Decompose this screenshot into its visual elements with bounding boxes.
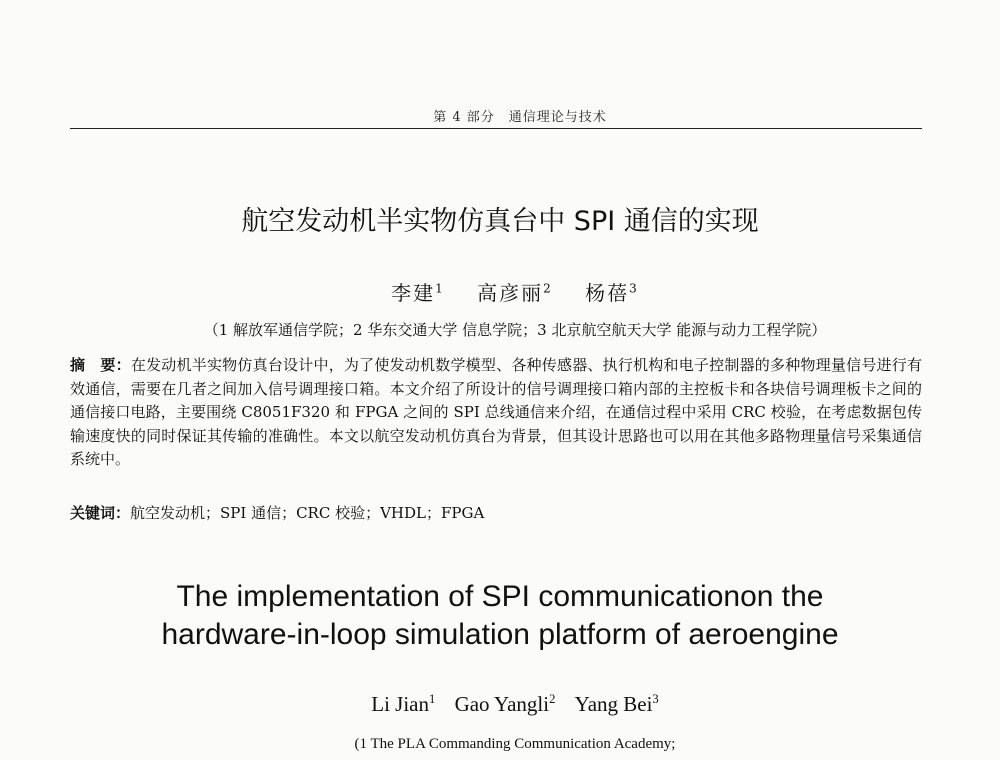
author-en-affil-mark: 3: [652, 692, 659, 706]
author-cn-name: 李建: [391, 281, 436, 305]
paper-title-cn: 航空发动机半实物仿真台中 SPI 通信的实现: [241, 206, 759, 237]
author-en: [575, 692, 659, 716]
author-cn: [585, 281, 639, 305]
author-en: [455, 692, 556, 716]
author-cn: [477, 281, 553, 305]
authors-cn: [0, 277, 1000, 306]
authors-en: [0, 692, 1000, 717]
running-header: 第 4 部分 通信理论与技术: [433, 110, 607, 125]
paper-title-en-line1: The implementation of SPI communicationon the: [176, 580, 824, 613]
header-rule: [70, 128, 922, 129]
author-cn: [391, 281, 445, 305]
author-en-name: Yang Bei: [574, 692, 653, 716]
keywords-label: 关键词：: [70, 504, 131, 522]
author-en-affil-mark: 2: [549, 692, 556, 706]
author-en-name: Li Jian: [371, 692, 430, 716]
affiliations-cn: （1 解放军通信学院；2 华东交通大学 信息学院；3 北京航空航天大学 能源与动力工程学院）: [203, 321, 827, 339]
author-cn-affil-mark: 3: [629, 281, 639, 296]
keywords-text: 航空发动机；SPI 通信；CRC 校验；VHDL；FPGA: [130, 504, 485, 522]
author-en-name: Gao Yangli: [454, 692, 550, 716]
abstract-cn: [70, 354, 922, 472]
abstract-text: 在发动机半实物仿真台设计中，为了使发动机数学模型、各种传感器、执行机构和电子控制器的多种物理量信号进行有效通信，需要在几者之间加入信号调理接口箱。本文介绍了所设计的信号调理接口箱内部的主控板卡和各块信号调理板卡之间的通信接口电路，主要围绕 C8051F320 和 FPGA 之间的 SPI 总线通信来介绍，在通信过程中采用 CRC 校验，在考虑数据包传输速度快的同时保证其传输的准确性。本文以航空发动机仿真台为背景，但其设计思路也可以用在其他多路物理量信号采集通信系统中。: [70, 356, 922, 468]
author-en-affil-mark: 1: [429, 692, 436, 706]
author-cn-affil-mark: 2: [543, 281, 553, 296]
author-cn-name: 杨蓓: [585, 281, 630, 305]
paper-title-en: [0, 578, 1000, 654]
abstract-label: 摘 要：: [70, 356, 131, 374]
author-cn-name: 高彦丽: [477, 281, 544, 305]
affiliations-en: (1 The PLA Commanding Communication Academy;: [354, 736, 676, 752]
keywords-cn: [70, 502, 922, 525]
author-cn-affil-mark: 1: [435, 281, 445, 296]
paper-title-en-line2: hardware-in-loop simulation platform of aeroengine: [161, 618, 839, 651]
author-en: [371, 692, 435, 716]
